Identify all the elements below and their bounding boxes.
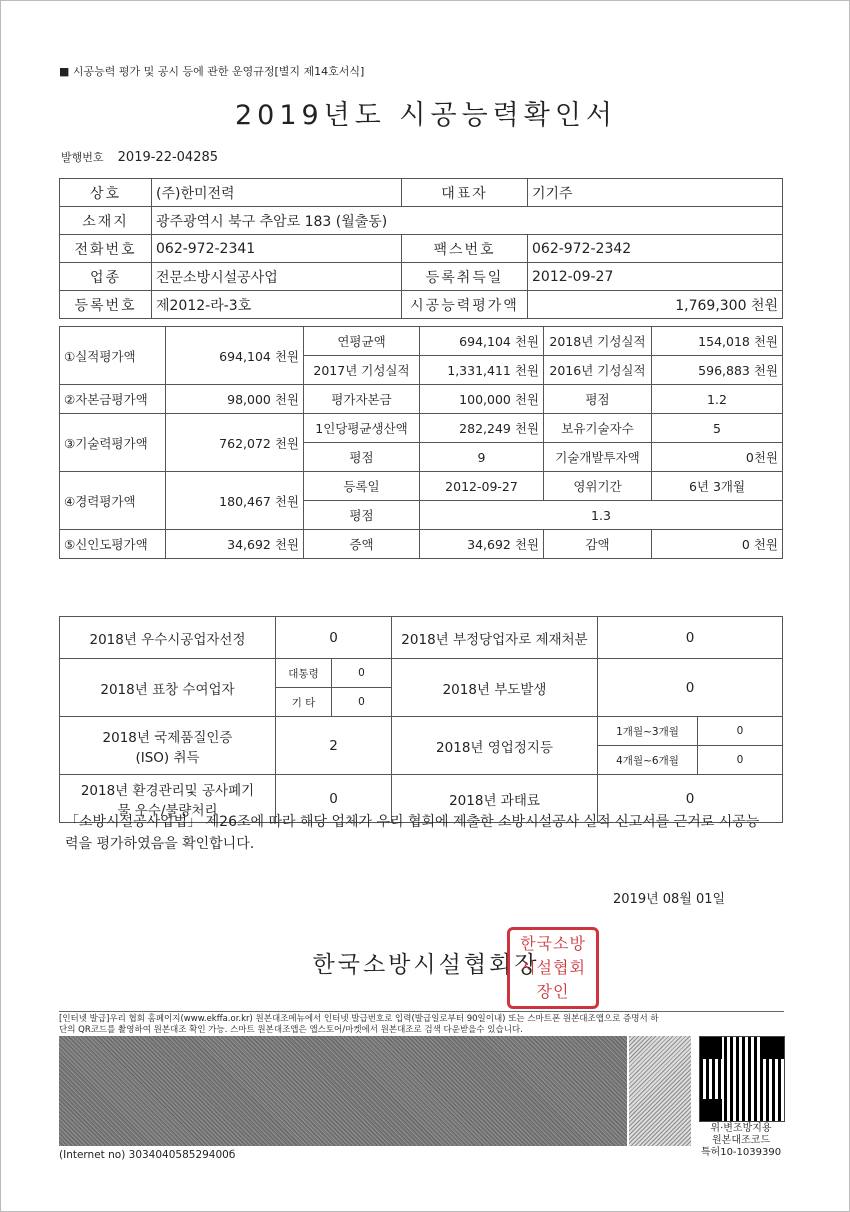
bankruptcy: 0 xyxy=(598,659,783,717)
table-row xyxy=(60,414,783,443)
performance-2016: 596,883 천원 xyxy=(652,356,783,385)
capital-value: 98,000 천원 xyxy=(166,385,304,414)
internet-number: (Internet no) 303404058529400б xyxy=(59,1149,236,1161)
company-name: (주)한미전력 xyxy=(152,179,402,207)
official-seal xyxy=(507,927,599,1009)
per-capita-output: 282,249 천원 xyxy=(420,414,544,443)
annual-average: 694,104 천원 xyxy=(420,327,544,356)
cell-label: 평점 xyxy=(304,501,420,530)
cell-label: 2018년 부도발생 xyxy=(392,659,598,717)
cell-label: 평가자본금 xyxy=(304,385,420,414)
evaluation-table xyxy=(59,326,783,559)
cell-label: 2018년 영업정지등 xyxy=(392,717,598,775)
qr-caption-line: 원본대조코드 xyxy=(712,1135,770,1146)
experience-reg-date: 2012-09-27 xyxy=(420,472,544,501)
qr-caption xyxy=(691,1123,791,1159)
issue-number xyxy=(61,149,218,165)
suspend-1-3: 0 xyxy=(698,717,783,746)
cell-label: 영위기간 xyxy=(544,472,652,501)
table-row xyxy=(60,472,783,501)
company-info-table xyxy=(59,178,783,319)
cell-label: 1인당평균생산액 xyxy=(304,414,420,443)
phone: 062-972-2341 xyxy=(152,235,402,263)
cell-label: 대통령 xyxy=(276,659,332,688)
table-row xyxy=(60,327,783,356)
fax: 062-972-2342 xyxy=(528,235,783,263)
cell-label: ④경력평가액 xyxy=(60,472,166,530)
table-row xyxy=(60,207,783,235)
cell-label: 상호 xyxy=(60,179,152,207)
cell-label: 연평균액 xyxy=(304,327,420,356)
cell-label: 2018년 과태료 xyxy=(392,775,598,823)
ceo-name: 기기주 xyxy=(528,179,783,207)
credit-value: 34,692 천원 xyxy=(166,530,304,559)
excellent-contractor: 0 xyxy=(276,617,392,659)
cell-label: 1개월~3개월 xyxy=(598,717,698,746)
cell-label: 4개월~6개월 xyxy=(598,746,698,775)
cell-label: 2017년 기성실적 xyxy=(304,356,420,385)
cell-label: 업종 xyxy=(60,263,152,291)
issuing-organization: 한국소방시설협회장 xyxy=(312,952,540,978)
issue-number-value: 2019-22-04285 xyxy=(117,150,219,165)
cell-label: 평점 xyxy=(304,443,420,472)
performance-2017: 1,331,411 천원 xyxy=(420,356,544,385)
experience-score: 1.3 xyxy=(420,501,783,530)
iso-count: 2 xyxy=(276,717,392,775)
cell-label: ⑤신인도평가액 xyxy=(60,530,166,559)
form-header-note: ■ 시공능력 평가 및 공시 등에 관한 운영규정[별지 제14호서식] xyxy=(59,65,365,78)
qr-code xyxy=(699,1036,785,1122)
cell-label: ①실적평가액 xyxy=(60,327,166,385)
qr-caption-line: 위·변조방지용 xyxy=(710,1123,772,1134)
divider xyxy=(59,1011,784,1012)
table-row xyxy=(60,385,783,414)
business-type: 전문소방시설공사업 xyxy=(152,263,402,291)
cell-label: 평점 xyxy=(544,385,652,414)
table-row xyxy=(60,263,783,291)
engineer-count: 5 xyxy=(652,414,783,443)
cell-label: 2018년 표창 수여업자 xyxy=(60,659,276,717)
cell-label: 기 타 xyxy=(276,688,332,717)
cell-label: 팩스번호 xyxy=(402,235,528,263)
rnd-investment: 0천원 xyxy=(652,443,783,472)
cell-label: 2018년 기성실적 xyxy=(544,327,652,356)
experience-value: 180,467 천원 xyxy=(166,472,304,530)
registration-date: 2012-09-27 xyxy=(528,263,783,291)
qr-caption-line: 특허10-1039390 xyxy=(700,1147,782,1158)
cell-label: ③기술력평가액 xyxy=(60,414,166,472)
registration-number: 제2012-라-3호 xyxy=(152,291,402,319)
technical-score: 9 xyxy=(420,443,544,472)
table-row xyxy=(60,617,783,659)
document-title: 2019년도 시공능력확인서 xyxy=(234,100,618,131)
capacity-amount: 1,769,300 천원 xyxy=(528,291,783,319)
table-row xyxy=(60,530,783,559)
records-table xyxy=(59,616,783,823)
cell-label: 기술개발투자액 xyxy=(544,443,652,472)
issue-date: 2019년 08월 01일 xyxy=(613,892,726,907)
table-row xyxy=(60,717,783,746)
suspend-4-6: 0 xyxy=(698,746,783,775)
cell-label: 등록취득일 xyxy=(402,263,528,291)
technical-value: 762,072 천원 xyxy=(166,414,304,472)
evaluated-capital: 100,000 천원 xyxy=(420,385,544,414)
table-row xyxy=(60,235,783,263)
cell-label: 보유기술자수 xyxy=(544,414,652,443)
cell-label: 2018년 환경관리및 공사폐기물 우수/불량처리 xyxy=(60,775,276,823)
cell-label: 2018년 우수시공업자선정 xyxy=(60,617,276,659)
table-row xyxy=(60,659,783,688)
cell-label: 대표자 xyxy=(402,179,528,207)
cell-label: 등록일 xyxy=(304,472,420,501)
cell-label: 시공능력평가액 xyxy=(402,291,528,319)
business-period: 6년 3개월 xyxy=(652,472,783,501)
confirmation-statement: 「소방시설공사업법」 제26조에 따라 해당 업체가 우리 협회에 제출한 소방시설공사 실적 신고서를 근거로 시공능력을 평가하였음을 확인합니다. xyxy=(65,814,760,852)
table-row xyxy=(60,291,783,319)
unfair-sanction: 0 xyxy=(598,617,783,659)
issue-number-label: 발행번호 xyxy=(61,151,104,164)
cell-label: 감액 xyxy=(544,530,652,559)
capital-score: 1.2 xyxy=(652,385,783,414)
award-presidential: 0 xyxy=(332,659,392,688)
table-row xyxy=(60,179,783,207)
performance-2018: 154,018 천원 xyxy=(652,327,783,356)
award-other: 0 xyxy=(332,688,392,717)
credit-plus: 34,692 천원 xyxy=(420,530,544,559)
cell-label: ②자본금평가액 xyxy=(60,385,166,414)
fine-count: 0 xyxy=(598,775,783,823)
cell-label: 2016년 기성실적 xyxy=(544,356,652,385)
credit-minus: 0 천원 xyxy=(652,530,783,559)
seal-text: 한국소방시설협회장인 xyxy=(520,934,586,1001)
cell-label: 등록번호 xyxy=(60,291,152,319)
performance-value: 694,104 천원 xyxy=(166,327,304,385)
anti-forgery-pattern xyxy=(59,1036,627,1146)
cell-label: 2018년 국제품질인증 (ISO) 취득 xyxy=(60,717,276,775)
cell-label: 증액 xyxy=(304,530,420,559)
verification-notice: [인터넷 발급]우리 협회 홈페이지(www.ekffa.or.kr) 원본대조메뉴에서 인터넷 발급번호로 입력(발급일로부터 90일이내) 또는 스마트폰 원본대조앱으로 증명서 하단의 QR코드를 촬영하여 원본대조 확인 가능. 스마트 원본대조앱은 앱스토어/마켓에서 원본대조로 검색 다운받을수 있습니다. xyxy=(59,1014,659,1035)
address: 광주광역시 북구 추암로 183 (월출동) xyxy=(152,207,783,235)
cell-label: 소재지 xyxy=(60,207,152,235)
cell-label: 2018년 부정당업자로 제재처분 xyxy=(392,617,598,659)
env-management: 0 xyxy=(276,775,392,823)
anti-forgery-barcode xyxy=(629,1036,691,1146)
cell-label: 전화번호 xyxy=(60,235,152,263)
